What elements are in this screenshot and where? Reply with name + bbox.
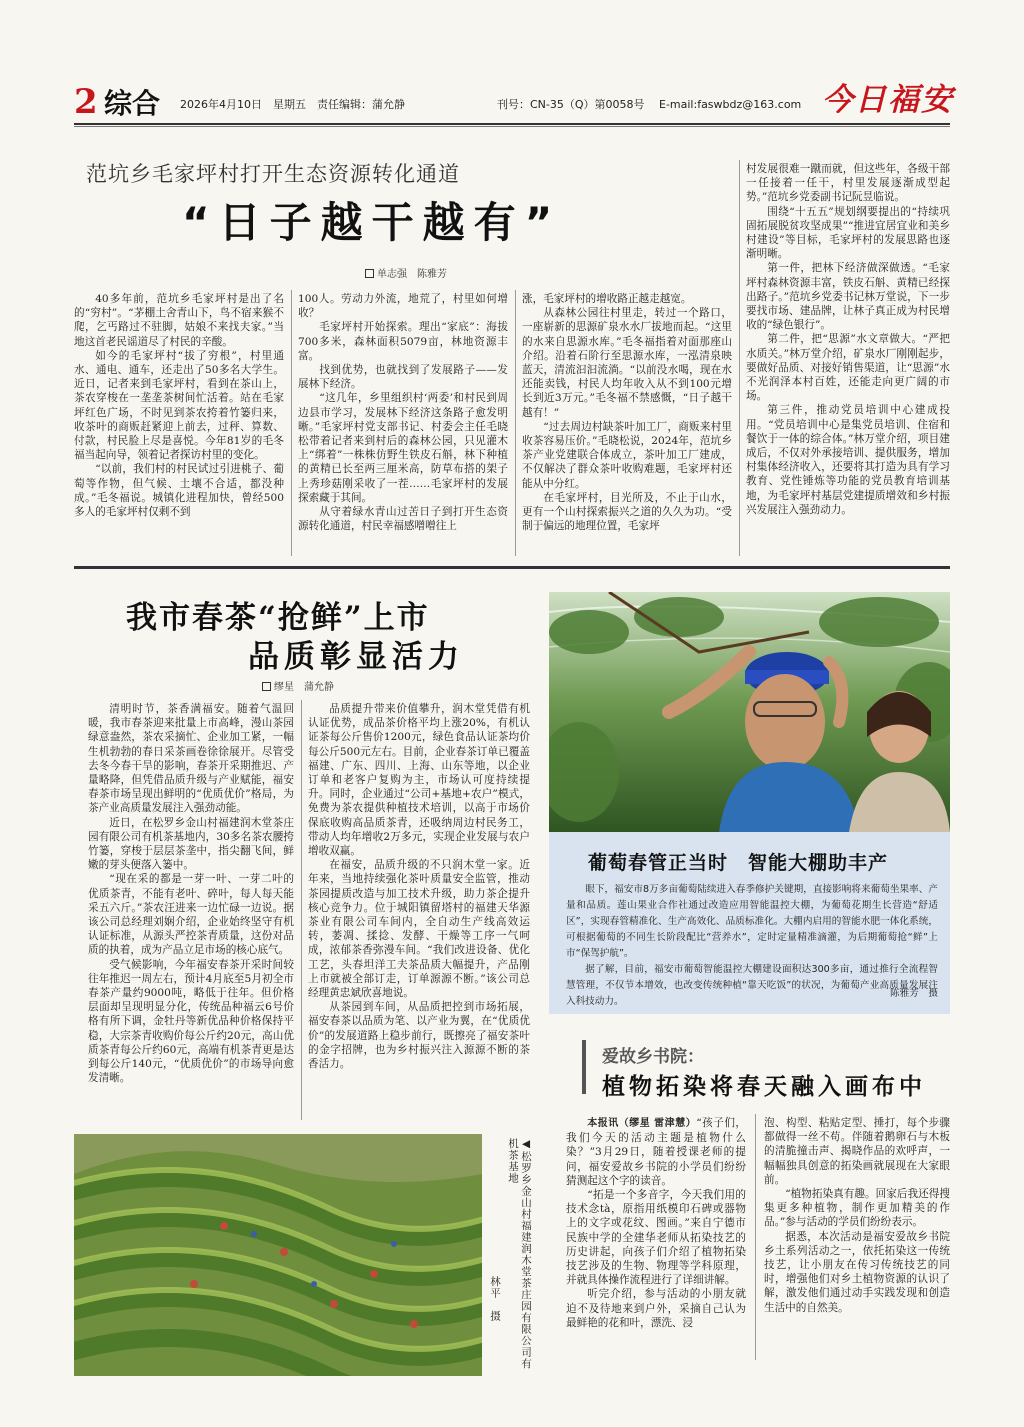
byline-box-icon (262, 682, 271, 691)
page-number: 2 (74, 82, 98, 122)
tea-photo-caption: ◀松罗乡金山村福建润木堂茶庄园有限公司有机茶基地 (507, 1138, 532, 1370)
article2-col1: 清明时节，茶香满福安。随着气温回暖，我市春茶迎来批量上市高峰，漫山茶园绿意盎然，茶农采摘忙、企业加工紧，一幅生机勃勃的春日采茶画卷徐徐展开。尽管受去冬今春干旱的影响，春茶开采期推迟、产量略降，但凭借品质升级与产业赋能，福安春茶市场呈现出鲜明的“优质优价”格局，为茶产业高质量发展注入强劲动能。 近日，在松罗乡金山村福建润木堂茶庄园有限公司有机茶基地内，30多名茶农腰挎竹篓，穿梭于层层茶垄中，指尖翻飞间，鲜嫩的芽头便落入篓中。 “现在采的都是一芽一叶、一芽二叶的优质茶青，不能有老叶、碎叶，每人每天能采五六斤。”茶农汪进来一边忙碌一边说。据该公司总经理刘娴介绍，企业始终坚守有机认证标准，从源头严控茶青质量，这份对品质的执着，成为产品立足市场的核心底气。 受气候影响，今年福安春茶开采时间较往年推迟一周左右，预计4月底至5月初全市春茶产量约9000吨，略低于往年。但价格层面却呈现明显分化，传统品种福云6号价格有所下调，金牡丹等新优品种价格保持平稳，大宗茶青收购价每公斤约20元，高山优质茶青每公斤约60元，高端有机茶青更是达到每公斤140元，“优质优价”的市场导向愈发清晰。 (88, 703, 294, 1085)
issue-number: 刊号：CN-35（Q）第0058号 (497, 98, 645, 111)
masthead-logo: 今日福安 (822, 82, 954, 118)
column-divider (739, 160, 740, 556)
article2-col2: 品质提升带来价值攀升，润木堂凭借有机认证优势，成品茶价格平均上涨20%，有机认证茶每公斤售价1200元，绿色食品认证茶均价每公斤500元左右。目前，企业春茶订单已覆盖福建、广东、四川、上海、山东等地，以企业订单和老客户复购为主，市场认可度持续提升。同时，企业通过“公司+基地+农户”模式，免费为茶农提供种植技术培训，以高于市场价保底收购高品质茶青，还吸纳周边村民务工，带动人均年增收2万多元，实现企业发展与农户增收双赢。 在福安，品质升级的不只润木堂一家。近年来，当地持续强化茶叶质量安全监管，推动茶园提质改造与加工技术升级，助力茶企提升核心竞争力。位于城阳镇留塔村的福建天华源茶业有限公司车间内，全自动生产线高效运转，萎凋、揉捻、发酵、干燥等工序一气呵成，浓郁茶香弥漫车间。“我们改进设备、优化工艺，头春坦洋工夫茶品质大幅提升，产品刚上市就被全部订走，订单源源不断。”该公司总经理黄忠斌欣喜地说。 从茶园到车间，从品质把控到市场拓展，福安春茶以品质为笔、以产业为翼，在“优质优价”的发展道路上稳步前行，既擦亮了福安茶叶的金字招牌，也为乡村振兴注入源源不断的茶香活力。 (308, 703, 530, 1071)
article1-byline: 单志强 陈雅芳 (365, 265, 447, 280)
grape-caption-title: 葡萄春管正当时 智能大棚助丰产 (588, 852, 889, 874)
date-editor-line: 2026年4月10日 星期五 责任编辑：蒲允静 (180, 98, 405, 111)
column-divider (291, 290, 292, 556)
grape-greenhouse-photo (549, 592, 950, 832)
article3-kicker: 爱故乡书院： (602, 1047, 704, 1067)
article3-col1: 本报讯（缪星 雷津慧）“孩子们，我们今天的活动主题是植物什么染？”3月29日，随着授课老师的提问，福安爱故乡书院的小学员们纷纷猜测起这个字的读音。 “拓是一个多音字，今天我们用的技术念tà，原指用纸模印石碑或器物上的文字或花纹、图画。”来自宁德市民族中学的全建华老师从拓染技艺的历史讲起，向孩子们介绍了植物拓染技艺涉及的生物、物理等学科原理，并就具体操作流程进行了详细讲解。 听完介绍，参与活动的小朋友就迫不及待地来到户外，采摘自己认为最鲜艳的花和叶，漂洗、浸 (566, 1117, 747, 1329)
article1-title: “日子越干越有” (182, 198, 562, 247)
byline-box-icon (365, 269, 374, 278)
article3-title: 植物拓染将春天融入画布中 (602, 1073, 926, 1100)
article1-subtitle: 范坑乡毛家坪村打开生态资源转化通道 (86, 162, 460, 186)
article3-col2: 泡、构型、粘贴定型、捶打，每个步骤都做得一丝不苟。伴随着鹅卵石与木板的清脆撞击声、揭晓作品的欢呼声，一幅幅独具创意的拓染画就展现在大家眼前。 “植物拓染真有趣。回家后我还得搜集更多种植物，制作更加精美的作品。”参与活动的学员们纷纷表示。 据悉，本次活动是福安爱故乡书院乡土系列活动之一，依托拓染这一传统技艺，让小朋友在传习传统技艺的同时，增强他们对乡土植物资源的认识了解，激发他们通过动手实践发现和创造生活中的自然美。 (764, 1117, 950, 1314)
tea-photo-credit: 林平 摄 (489, 1276, 501, 1322)
kicker-bar (582, 1040, 586, 1094)
article1-col1: 40多年前，范坑乡毛家坪村是出了名的“穷村”。“茅棚土舍青山下，鸟不宿来猴不爬，乞丐路过不驻脚，姑娘不来找夫家。”当地这首老民谣道尽了村民的辛酸。 如今的毛家坪村“拔了穷根”，村里通水、通电、通车，还走出了50多名大学生。近日，记者来到毛家坪村，看到在茶山上，茶农穿梭在一垄垄茶树间忙活着。站在毛家坪红色广场，不时见到茶农挎着竹篓归来，收茶叶的商贩赶紧迎上前去，过秤、算数、付款，村民脸上尽是喜悦。今年81岁的毛冬福当起向导，领着记者探访村里的变化。 “以前，我们村的村民试过引进桃子、葡萄等作物，但气候、土壤不合适，都没种成。”毛冬福说。城镇化进程加快，曾经500多人的毛家坪村仅剩不到 (74, 293, 284, 519)
article2-title-line1: 我市春茶“抢鲜”上市 (126, 600, 430, 636)
article1-col4: 村发展很难一蹴而就，但这些年，各级干部一任接着一任干，村里发展逐渐成型起势。”范坑乡党委副书记阮昱临说。 围绕“十五五”规划纲要提出的“持续巩固拓展脱贫攻坚成果”“推进宜居宜业和美乡村建设”等目标，毛家坪村的发展思路也逐渐明晰。 第一件，把林下经济做深做透。“毛家坪村森林资源丰富，铁皮石斛、黄精已经探出路子。”范坑乡党委书记林万堂说，下一步要找市场、建品牌，让林子真正成为村民增收的“绿色银行”。 第二件，把“思源”水文章做大。“严把水质关。”林万堂介绍，矿泉水厂刚刚起步，要做好品质、对接好销售渠道，让“思源”水不光润泽本村百姓，还能走向更广阔的市场。 第三件，推动党员培训中心建成投用。“党员培训中心是集党员培训、住宿和餐饮于一体的综合体。”林万堂介绍，项目建成后，不仅对外承接培训、提供服务，增加村集体经济收入，还要将其打造为具有学习教育、党性锤炼等功能的党员教育培训基地，为毛家坪村基层党建提质增效和乡村振兴发展注入强劲动力。 (746, 163, 950, 516)
column-divider (515, 290, 516, 556)
email-line: E-mail:faswbdz@163.com (659, 98, 802, 111)
header-rule-thin (74, 126, 950, 127)
grape-caption-text: 眼下，福安市8万多亩葡萄陆续进入春季修护关键期，直接影响将来葡萄坐果率、产量和品质。莲山果业合作社通过改造应用智能温控大棚，为葡萄花期生长营造“舒适区”，实现春管精准化、生产高效化、品质标准化。大棚内启用的智能水肥一体化系统，可根据葡萄的不同生长阶段配比“营养水”，定时定量精准滴灌，为后期葡萄抢“鲜”上市“保驾护航”。 据了解，目前，福安市葡萄智能温控大棚建设面积达300多亩，通过推行全流程智慧管理，不仅节本增效，也改变传统种植“靠天吃饭”的状况，为葡萄产业高质量发展注入科技动力。 (566, 884, 938, 1007)
tea-photo-illustration (74, 1134, 482, 1376)
column-divider (755, 1114, 756, 1360)
article1-col3: 涨，毛家坪村的增收路正越走越宽。 从森林公园往村里走，转过一个路口，一座崭新的思源矿泉水水厂拔地而起。“这里的水来自思源水库。”毛冬福指着对面那座山介绍。沿着石阶行至思源水库，一泓清泉映蓝天，清流汩汩流淌。“以前没水喝，现在水还能卖钱，村民人均年收入从不到100元增长到近3万元。”毛冬福不禁感慨，“日子越干越有！” “过去周边村缺茶叶加工厂，商贩来村里收茶容易压价。”毛晓松说，2024年，范坑乡茶产业党建联合体成立，茶叶加工厂建成，不仅解决了群众茶叶收购难题，毛家坪村还能从中分红。 在毛家坪村，目光所及，不止于山水，更有一个山村探索振兴之道的久久为功。“受制于偏远的地理位置，毛家坪 (522, 293, 732, 533)
article2-title-line2: 品质彰显活力 (248, 639, 464, 675)
grape-photo-credit: 陈雅芳 摄 (890, 988, 938, 999)
grape-photo-illustration (549, 592, 950, 832)
article1-col2: 100人。劳动力外流，地荒了，村里如何增收？ 毛家坪村开始探索。理出“家底”：海拔700多米，森林面积5079亩，林地资源丰富。 找到优势，也就找到了发展路子——发展林下经济。 “这几年，乡里组织村‘两委’和村民到周边县市学习，发展林下经济这条路子愈发明晰。”毛家坪村党支部书记、村委会主任毛晓松带着记者来到村后的森林公园，只见灌木上“绑着”一株株仿野生铁皮石斛，林下种植的黄精已长至两三厘米高，防草布搭的架子上秀珍菇刚采收了一茬……毛家坪村的发展探索藏于其间。 从守着绿水青山过苦日子到打开生态资源转化通道，村民幸福感噌噌往上 (298, 293, 508, 533)
header-rule (74, 123, 950, 125)
section-name: 综合 (104, 87, 161, 120)
section-divider (74, 566, 950, 569)
tea-garden-photo (74, 1134, 482, 1376)
column-divider (301, 700, 302, 1120)
article2-byline: 缪星 蒲允静 (262, 678, 334, 693)
